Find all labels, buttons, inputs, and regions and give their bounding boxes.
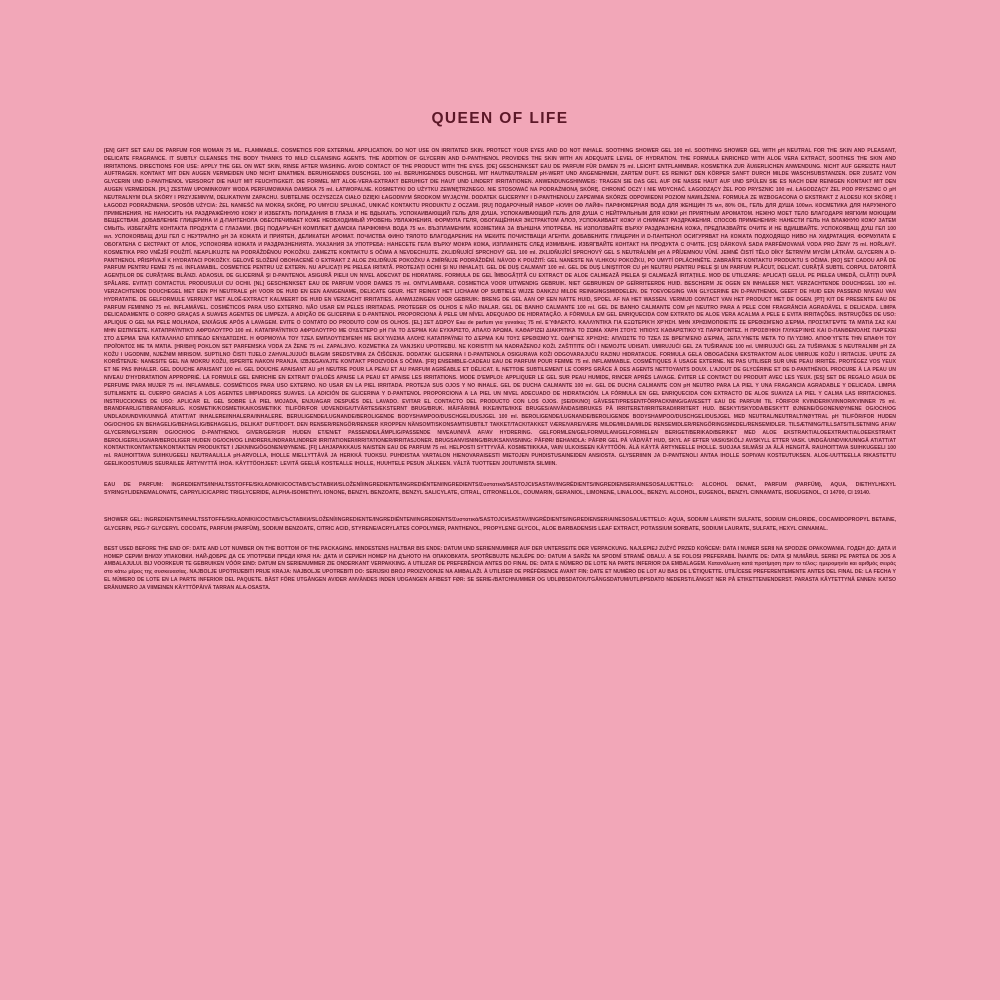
eau-de-parfum-ingredients-text: ALCOHOL DENAT., PARFUM (PARFÜM), AQUA, DIETHYLHEXYL SYRINGYLIDENEMALONATE, CAPRYLIC/CAPRIC TRIGLYCERIDE, ALPHA-ISOMETHYL IONONE, BENZYL BENZOATE, BENZYL SALICYLATE, CITRAL, CITRONELLOL, COUMARIN, GERANIOL, LIMONENE, LINALOOL, BENZYL ALCOHOL, EUGENOL, BENZYL CINNAMATE, ISOEUGENOL, CI 14700, CI 19140. <box>104 481 896 497</box>
eau-de-parfum-ingredients <box>104 481 896 497</box>
eau-de-parfum-ingredients-heading: EAU DE PARFUM: INGREDIENTS/INHALTSSTOFFE/SKŁADNIKI/СОСТАВ/СЪСТАВКИ/SLOŽENÍ/INGREDIENTE/INGREDIËNTEN/INGREDIENTS/Συστατικά/SASTOJCI/SASTAV/INGRÉDIENTS/INGREDIENSER/AINESOSALUETTELO: <box>104 481 694 488</box>
shower-gel-ingredients <box>104 516 896 532</box>
page-title: QUEEN OF LIFE <box>431 110 569 127</box>
shower-gel-ingredients-text: AQUA, SODIUM LAURETH SULFATE, SODIUM CHLORIDE, COCAMIDOPROPYL BETAINE, GLYCERIN, PEG-7 GLYCERYL COCOATE, PARFUM (PARFÜM), SODIUM BENZOATE, CITRIC ACID, STYRENE/ACRYLATES COPOLYMER, PANTHENOL, PROPYLENE GLYCOL, ALOE BARBADENSIS LEAF EXTRACT, POTASSIUM SORBATE, SODIUM LAURATE, SULFATE, HEXYL CINNAMAL. <box>104 517 897 532</box>
description-paragraph: [EN] GIFT SET EAU DE PARFUM FOR WOMAN 75 ML. FLAMMABLE. COSMETICS FOR EXTERNAL APPLICATION. DO NOT USE ON IRRITATED SKIN. PROTECT YOUR EYES AND DO NOT INHALE. SOOTHING SHOWER GEL 100 ml. SOOTHING SHOWER GEL WITH pH NEUTRAL FOR THE SKIN AND PLEASANT, DELICATE FRAGRANCE. IT SUBTLY CLEANSES THE BODY THANKS TO MILD CLEANSING AGENTS. THE ADDITION OF GLYCERIN AND D-PANTHENOL PROVIDES THE SKIN WITH AN ADEQUATE LEVEL OF HYDRATION. THE FORMULA ENRICHED WITH ALOE VERA EXTRACT, SOOTHES THE SKIN AND IRRITATIONS. DIRECTIONS FOR USE: APPLY THE GEL ON WET SKIN, RINSE AFTER WASHING. AVOID CONTACT OF THE PRODUCT WITH THE EYES. [DE] GESCHENKSET EAU DE PARFUM FÜR DAMEN 75 ml. LEICHT ENTFLAMMBAR. KOSMETIKA ZUR ÄUßERLICHEN ANWENDUNG. NICHT AUF GEREIZTE HAUT AUFTRAGEN. KONTAKT MIT DEN AUGEN VERMEIDEN UND NICHT EINATMEN. BERUHIGENDES DUSCHGEL 100 ml. BERUHIGENDES DUSCHGEL MIT HAUTNEUTRALEM pH-WERT UND ANGENEHMEM, ZARTEM DUFT. ES REINIGT DEN KÖRPER SANFT DURCH MILDE WASCHSUBSTANZEN. DER ZUSATZ VON GLYCERIN UND D-PANTHENOL VERSORGT DIE HAUT MIT FEUCHTIGKEIT. DIE FORMEL MIT ALOE-VERA-EXTRAKT BERUHIGT DIE HAUT UND LINDERT IRRITATIONEN. ANWENDUNGSHINWEIS: TRAGEN SIE DAS GEL AUF DIE NASSE HAUT AUF UND SPÜLEN SIE ES NACH DEM REINIGEN KONTAKT MIT DEN AUGEN VERMEIDEN. [PL] ZESTAW UPOMINKOWY WODA PERFUMOWANA DAMSKA 75 ml. ŁATWOPALNE. KOSMETYKI DO UŻYTKU ZEWNĘTRZNEGO. NIE STOSOWAĆ NA PODRAŻNIONĄ SKÓRĘ. CHRONIĆ OCZY I NIE WDYCHAĆ. ŁAGODZĄCY ŻEL POD PRYSZNIC 100 ml. ŁAGODZĄCY ŻEL POD PRYSZNIC O pH NEUTRALNYM DLA SKÓRY I PRZYJEMNYM, DELIKATNYM ZAPACHU. SUBTELNIE OCZYSZCZA CIAŁO DZIĘKI ŁAGODNYM ŚRODKOM MYJĄCYM. DODATEK GLICERYNY I D-PANTHENOLU ZAPEWNIA SKÓRZE ODPOWIEDNI POZIOM NAWILŻENIA. FORMUŁA ZE WZBOGACONA O EKSTRAKT Z ALOESU KOI SKÓRĘ I ŁAGODZI PODRAŻNIENIA. SPOSÓB UŻYCIA: ŻEL NANIEŚĆ NA MOKRĄ SKÓRĘ, PO UMYCIU SPŁUKAĆ, UNIKAĆ KONTAKTU PRODUKTU Z OCZAMI. [RU] ПОДАРОЧНЫЙ НАБОР «КУИН ОФ ЛАЙФ» ПАРФЮМЕРНАЯ ВОДА ДЛЯ ЖЕНЩИН 75 мл, 80% OIL, ГЕЛЬ ДЛЯ ДУША 100мл. КОСМЕТИКА ДЛЯ НАРУЖНОГО ПРИМЕНЕНИЯ. НЕ НАНОСИТЬ НА РАЗДРАЖЁННУЮ КОЖУ И ИЗБЕГАТЬ ПОПАДАНИЯ В ГЛАЗА И НЕ ВДЫХАТЬ. УСПОКАИВАЮЩИЙ ГЕЛЬ ДЛЯ ДУША. УСПОКАИВАЮЩИЙ ГЕЛЬ ДЛЯ ДУША С НЕЙТРАЛЬНЫМ ДЛЯ КОЖИ pH ПРИЯТНЫМ АРОМАТОМ. НЕЖНО МОЕТ ТЕЛО БЛАГОДАРЯ МЯГКИМ МОЮЩИМ ВЕЩЕСТВАМ. ДОБАВЛЕНИЕ ГЛИЦЕРИНА И Д-ПАНТЕНОЛА ОБЕСПЕЧИВАЕТ КОЖЕ НЕОБХОДИМЫЙ УРОВЕНЬ УВЛАЖНЕНИЯ. ФОРМУЛА ГЕЛЯ, ОБОГАЩЁННАЯ ЭКСТРАКТОМ АЛОЭ, УСПОКАИВАЕТ КОЖУ И СНИМАЕТ РАЗДРАЖЕНИЯ. СПОСОБ ПРИМЕНЕНИЯ: НАНЕСТИ ГЕЛЬ НА ВЛАЖНУЮ КОЖУ ЗАТЕМ СМЫТЬ. ИЗБЕГАЙТЕ КОНТАКТА ПРОДУКТА С ГЛАЗАМИ. [BG] ПОДАРЪЧЕН КОМПЛЕКТ ДАМСКА ПАРФЮМНА ВОДА 75 мл. ВЪЗПЛАМЕНИМ. КОЗМЕТИКА ЗА ВЪНШНА УПОТРЕБА. НЕ ИЗПОЛЗВАЙТЕ ВЪРХУ РАЗДРАЗНЕНА КОЖА, ПРЕДПАЗВАЙТЕ ОЧИТЕ И НЕ ВДИШВАЙТЕ. УСПОКОЯВАЩ ДУШ ГЕЛ 100 мл. УСПОКОЯВАЩ ДУШ ГЕЛ С НЕУТРАЛНО pH ЗА КОЖАТА И ПРИЯТЕН, ДЕЛИКАТЕН АРОМАТ. ПОЧИСТВА ФИНО ТЯЛОТО БЛАГОДАРЕНИЕ НА МЕКИТЕ ПОЧИСТВАЩИ АГЕНТИ. ДОБАВЕНИТЕ ГЛИЦЕРИН И D-ПАНТЕНОЛ ОСИГУРЯВАТ НА КОЖАТА ПОДХОДЯЩО НИВО НА ХИДРАТАЦИЯ. ФОРМУЛАТА Е ОБОГАТЕНА С ЕКСТРАКТ ОТ АЛОЕ, УСПОКОЯВА КОЖАТА И РАЗДРАЗНЕНИЯТА. УКАЗАНИЯ ЗА УПОТРЕБА: НАНЕСЕТЕ ГЕЛА ВЪРХУ МОКРА КОЖА, ИЗПЛАКНЕТЕ СЛЕД ИЗМИВАНЕ. ИЗБЯГВАЙТЕ КОНТАКТ НА ПРОДУКТА С ОЧИТЕ. [CS] DÁRKOVÁ SADA PARFÉMOVANÁ VODA PRO ŽENY 75 ml. HOŘLAVÝ. KOSMETIKA PRO VNĚJŠÍ POUŽITÍ. NEAPLIKUJTE NA PODRÁŽDĚNOU POKOŽKU. ZAMEZTE KONTAKTU S OČIMA A NEVDECHUJTE. ZKLIDŇUJÍCÍ SPRCHOVÝ GEL 100 ml. ZKLIDŇUJÍCÍ SPRCHOVÝ GEL S NEUTRÁLNÍM pH A PŘÍJEMNOU VŮNÍ. JEMNĚ ČISTÍ TĚLO DÍKY ŠETRNÝM MYCÍM LÁTKÁM. GLYCERIN A D-PANTHENOL PŘISPÍVAJÍ K HYDRATACI POKOŽKY. GELOVÉ SLOŽENÍ OBOHACENÉ O EXTRAKT Z ALOE ZKLIDŇUJE POKOŽKU A ZMÍRŇUJE PODRÁŽDĚNÍ. NÁVOD K POUŽITÍ: GEL NANESTE NA VLHKOU POKOŽKU, PO UMYTÍ OPLÁCHNĚTE. ZABRAŇTE KONTAKTU PRODUKTU S OČIMA. [RO] SET CADOU APĂ DE PARFUM PENTRU FEMEI 75 ml. INFLAMABIL. COSMETICE PENTRU UZ EXTERN. NU APLICAȚI PE PIELEA IRITATĂ. PROTEJAȚI OCHII ȘI NU INHALAȚI. GEL DE DUȘ CALMANT 100 ml. GEL DE DUȘ LINIȘTITOR CU pH NEUTRU PENTRU PIELE ȘI UN PARFUM PLĂCUT, DELICAT. CURĂȚĂ SUBTIL CORPUL DATORITĂ AGENȚILOR DE CURĂȚARE BLÂNZI. ADAOSUL DE GLICERINĂ ȘI D-PANTENOL ASIGURĂ PIELII UN NIVEL ADECVAT DE HIDRATARE. FORMULA DE GEL ÎMBOGĂȚITĂ CU EXTRACT DE ALOE CALMEAZĂ PIELEA ȘI CALMEAZĂ IRITAȚIILE. MOD DE UTILIZARE: APLICAȚI GELUL PE PIELEA UMEDĂ, CLĂTIȚI DUPĂ SPĂLARE. EVITAȚI CONTACTUL PRODUSULUI CU OCHII. [NL] GESCHENKSET EAU DE PARFUM VOOR DAMES 75 ml. ONTVLAMBAAR. COSMETICA VOOR UITWENDIG GEBRUIK. NIET GEBRUIKEN OP GEÏRRITEERDE HUID. BESCHERM JE OGEN EN INHALEER NIET. VERZACHTENDE DOUCHEGEL 100 ml. VERZACHTENDE DOUCHEGEL MET EEN PH NEUTRALE pH VOOR DE HUID EN EEN AANGENAME, DELICATE GEUR. HET REINIGT HET LICHAAM OP SUBTIELE WIJZE DANKZIJ MILDE REINIGINGSMIDDELEN. DE TOEVOEGING VAN GLYCERINE EN D-PANTHENOL GEEFT DE HUID EEN PASSEND NIVEAU VAN HYDRATATIE. DE GELFORMULE VERRIJKT MET ALOË-EXTRACT KALMEERT DE HUID EN VERZACHT IRRITATIES. AANWIJZINGEN VOOR GEBRUIK: BRENG DE GEL AAN OP EEN NATTE HUID, SPOEL AF NA HET WASSEN. VERMIJD CONTACT VAN HET PRODUCT MET DE OGEN. [PT] KIT DE PRESENTE EAU DE PARFUM FEMININO 75 ml. INFLAMÁVEL. COSMÉTICOS PARA USO EXTERNO. NÃO USAR EM PELES IRRITADAS. PROTEGER OS OLHOS E NÃO INALAR. GEL DE BANHO CALMANTE 100 ml. GEL DE BANHO CALMANTE COM pH NEUTRO PARA A PELE COM FRAGRÂNCIA AGRADÁVEL E DELICADA. LIMPA DELICADAMENTE O CORPO GRAÇAS A SUAVES AGENTES DE LIMPEZA. A ADIÇÃO DE GLICERINA E D-PANTENOL PROPORCIONA À PELE UM NÍVEL ADEQUADO DE HIDRATAÇÃO. A FÓRMULA EM GEL ENRIQUECIDA COM EXTRATO DE ALOE VERA ACALMA A PELE E EVITA IRRITAÇÕES. INSTRUÇÕES DE USO: APLIQUE O GEL NA PELE MOLHADA, ENXÁGUE APÓS A LAVAGEM. EVITE O CONTATO DO PRODUTO COM OS OLHOS. [EL] ΣΕΤ ΔΏΡΟΥ Eau de parfum για γυναίκες 75 ml. ΕΎΦΛΕΚΤΟ. ΚΑΛΛΥΝΤΙΚΆ ΓΙΑ ΕΞΩΤΕΡΙΚΉ ΧΡΉΣΗ. ΜΗΝ ΧΡΗΣΙΜΟΠΟΙΕΊΤΕ ΣΕ ΕΡΕΘΙΣΜΈΝΟ ΔΈΡΜΑ. ΠΡΟΣΤΑΤΈΨΤΕ ΤΑ ΜΆΤΙΑ ΣΑΣ ΚΑΙ ΜΗΝ ΕΙΣΠΝΈΕΤΕ. ΚΑΤΑΠΡΑΫΝΤΙΚΌ ΑΦΡΌΛΟΥΤΡΟ 100 ml. ΚΑΤΑΠΡΑΫΝΤΙΚΌ ΑΦΡΌΛΟΥΤΡΟ ΜΕ ΟΥΔΈΤΕΡΟ pH ΓΙΑ ΤΟ ΔΈΡΜΑ ΚΑΙ ΕΥΧΆΡΙΣΤΟ, ΑΠΑΛΌ ΆΡΩΜΑ. ΚΑΘΑΡΊΖΕΙ ΔΙΑΚΡΙΤΙΚΆ ΤΟ ΣΏΜΑ ΧΆΡΗ ΣΤΟΥΣ ΉΠΙΟΥΣ ΚΑΘΑΡΙΣΤΙΚΟΎΣ ΠΑΡΆΓΟΝΤΕΣ. Η ΠΡΟΣΘΉΚΗ ΓΛΥΚΕΡΊΝΗΣ ΚΑΙ D-ΠΑΝΘΕΝΌΛΗΣ ΠΑΡΈΧΕΙ ΣΤΟ ΔΈΡΜΑ ΈΝΑ ΚΑΤΆΛΛΗΛΟ ΕΠΊΠΕΔΟ ΕΝΥΔΆΤΩΣΗΣ. Η ΦΌΡΜΟΥΛΑ ΤΟΥ ΤΖΕΛ ΕΜΠΛΟΥΤΙΣΜΈΝΗ ΜΕ ΕΚΧΎΛΙΣΜΑ ΑΛΌΗΣ ΚΑΤΑΠΡΑΫΝΕΙ ΤΟ ΔΈΡΜΑ ΚΑΙ ΤΟΥΣ ΕΡΕΘΙΣΜΟΎΣ. ΟΔΗΓΊΕΣ ΧΡΉΣΗΣ: ΑΠΛΏΣΤΕ ΤΟ ΤΖΕΛ ΣΕ ΒΡΕΓΜΈΝΟ ΔΈΡΜΑ, ΞΕΠΛΎΝΕΤΕ ΜΕΤΆ ΤΟ ΠΛΎΣΙΜΟ. ΑΠΟΦΎΓΕΤΕ ΤΗΝ ΕΠΑΦΉ ΤΟΥ ΠΡΟΪΌΝΤΟΣ ΜΕ ΤΑ ΜΆΤΙΑ. [HR/BiH] POKLON SET PARFEMSKA VODA ZA ŽENE 75 ml. ZAPALJIVO. KOZMETIKA ZA VANJSKU UPOTREBU. NE KORISTITI NA NADRAŽENOJ KOŽI. ZAŠTITITE OČI I NEMOJTE UDISATI. UMIRUJUĆI GEL ZA TUŠIRANJE 100 ml. UMIRUJUĆI GEL ZA TUŠIRANJE S NEUTRALNIM pH ZA KOŽU I UGODNIM, NJEŽNIM MIRISOM. SUPTILNO ČISTI TIJELO ZAHVALJUJUĆI BLAGIM SREDSTVIMA ZA ČIŠĆENJE. DODATAK GLICERINA I D-PANTENOLA OSIGURAVA KOŽI ODGOVARAJUĆU RAZINU HIDRATACIJE. FORMULA GELA OBOGAĆENA EKSTRAKTOM ALOE UMIRUJE KOŽU I IRITACIJE. UPUTE ZA KORIŠTENJE: NANESITE GEL NA MOKRU KOŽU, ISPERITE NAKON PRANJA. IZBJEGAVAJTE KONTAKT PROIZVODA S OČIMA. [FR] ENSEMBLE-CADEAU EAU DE PARFUM POUR FEMME 75 ml. INFLAMMABLE. COSMÉTIQUES À USAGE EXTERNE. NE PAS UTILISER SUR UNE PEAU IRRITÉE. PROTÉGEZ VOS YEUX ET NE PAS INHALER. GEL DOUCHE APAISANT 100 ml. GEL DOUCHE APAISANT AU pH NEUTRE POUR LA PEAU ET AU PARFUM AGRÉABLE ET DÉLICAT. IL NETTOIE SUBTILEMENT LE CORPS GRÂCE À DES AGENTS NETTOYANTS DOUX. L'AJOUT DE GLYCÉRINE ET DE D-PANTHÉNOL PROCURE À LA PEAU UN NIVEAU D'HYDRATATION APPROPRIÉ. LA FORMULE GEL ENRICHIE EN EXTRAIT D'ALOÈS APAISE LA PEAU ET APAISE LES IRRITATIONS. MODE D'EMPLOI: APPLIQUER LE GEL SUR PEAU HUMIDE, RINCER APRÈS LAVAGE. ÉVITER LE CONTACT DU PRODUIT AVEC LES YEUX. [ES] SET DE REGALO AGUA DE PERFUME PARA MUJER 75 ml. INFLAMABLE. COSMÉTICOS PARA USO EXTERNO. NO USAR EN LA PIEL IRRITADA. PROTEJA SUS OJOS Y NO INHALE. GEL DE DUCHA CALMANTE 100 ml. GEL DE DUCHA CALMANTE CON pH NEUTRO PARA LA PIEL Y UNA FRAGANCIA AGRADABLE Y DELICADA. LIMPIA SUTILMENTE EL CUERPO GRACIAS A LOS AGENTES LIMPIADORES SUAVES. LA ADICIÓN DE GLICERINA Y D-PANTENOL PROPORCIONA A LA PIEL UN NIVEL ADECUADO DE HIDRATACIÓN. LA FÓRMULA EN GEL ENRIQUECIDA CON EXTRACTO DE ALOE SUAVIZA LA PIEL Y CALMA LAS IRRITACIONES. INSTRUCCIONES DE USO: APLICAR EL GEL SOBRE LA PIEL MOJADA, ENJUAGAR DESPUÉS DEL LAVADO. EVITAR EL CONTACTO DEL PRODUCTO CON LOS OJOS. [SE/DK/NO] GÅVESET/PRESENTFÖRPACKNING/GAVESETT EAU DE PARFUM TIL FÖR/FOR KVINDER/KVINNOR/KVINNER 75 ml. BRANDFARLIGT/BRANDFARLIG. KOSMETIK/KOSMETIKA/KOSMETIKK TIL/FÖR/FOR UDVENDIG/UTVÄRTES/EKSTERNT BRUG/BRUK. MÅ/FÅR/IMÅ IKKE/INTE/IKKE BRUGES/ANVÄNDAS/BRUKES PÅ IRRITERET/IRRITERAD/IRRITERT HUD. BESKYT/SKYDDA/BESKYTT ØJNENE/ÖGONEN/ØYNENE OG/OCH/OG UNDLAD/UNDVIK/UNNGÅ AT/ATT/AT INHALERE/INHALERA/INHALERE. BERULIGENDE/LUGNANDE/BEROLIGENDE BODYSHAMPOO/DUSCHGEL/DUSJGEL 100 ml. BEROLIGENDE/LUGNANDE/BEROLIGENDE BODYSHAMPOO/DUSCHGEL/DUSJGEL MED NEUTRAL/NEUTRALT/NØYTRAL pH TIL/FÖR/FOR HUDEN OG/OCH/OG EN BEHAGELIG/BEHAGLIG/BEHAGELIG, DELIKAT DUFT/DOFT. DEN RENSER/RENGÖR/RENSER KROPPEN NÄNSOMT/SKONSAMT/SUBTILT TAKKET/TACK/TAKKET VÆRE/VARE/VÆRE MILDE/MILDA/MILDE RENSEMIDLER/RENGÖRINGSMEDEL/RENSEMIDLER. TILSÆTNING/TILLSATS/TILSETNING AF/AV GLYCERIN/GLYSERIN OG/OCH/OG D-PANTHENOL GIVER/GER/GIR HUDEN ET/EN/ET PASSENDE/LÄMPLIG/PASSENDE NIVEAU/NIVÅ AF/AV HYDRERING. GELFORMLEN/GELFORMULAN/GELFORMELEN BERIGET/BERIKAD/BERIKET MED ALOE EKSTRAKT/ALOEEXTRAKT/ALOEEKSTRAKT BEROLIGER/LUGNAR/BEROLIGER HUDEN OG/OCH/OG LINDRER/LINDRAR/LINDRER IRRITATIONER/IRRITATIONER/IRRITASJONER. BRUGSANVISNING/BRUKSANVISNING: PÅFØR/ BEHANDLA: PÅFØR GEL PÅ VÅD/VÅT HUD, SKYL AF EFTER VASK/SKÖLJ AV/SKYLL ETTER VASK. UNDGÅ/UNDVIK/UNNGÅ AT/ATT/AT KONTAKT/KONTAKTEN/KONTAKTEN PRODUKTET I JEKNING/ÖGONEN/ØYNENE. [FI] LAHJAPAKKAUS NAISTEN EAU DE PARFUM 75 ml. HELPOSTI SYTTYVÄÄ. KOSMETIIKKAA, VAIN ULKOISEEN KÄYTTÖÖN. ÄLÄ KÄYTÄ ÄRTYNEELLE IHOLLE. SUOJAA SILMÄSI JA ÄLÄ HENGITÄ. RAUHOITTAVA SUIHKUGEELI 100 ml. RAUHOITTAVA SUIHKUGEELI NEUTRAALILLA pH-ARVOLLA, IHOLLE MIELLYTTÄVÄ JA HERKKÄ TUOKSU. PUHDISTAA VARTALON HIENOVARAISESTI MIETOJEN PUHDISTUSAINEIDEN ANSIOSTA. GLYSERIININ JA D-PANTENOLI ANTAA IHOLLE SOPIVAN KOSTEUTUKSEN. ALOE-UUTTEELLA RIKASTETTU GEELIKOOSTUMUS SEURAILEE ÄRTYNYTTÄ IHOA. KÄYTTÖOHJEET: LEVITÄ GEELIÄ KOSTEALLE IHOLLE, HUUHTELE PESUN JÄLKEEN. VÄLTÄ TUOTTEEN JOUTUMISTA SILMIIN. <box>104 148 896 468</box>
best-before-paragraph: BEST USED BEFORE THE END OF: DATE AND LOT NUMBER ON THE BOTTOM OF THE PACKAGING. MINDESTENS HALTBAR BIS ENDE: DATUM UND SERIENNUMMER AUF DER UNTERSEITE DER VERPACKUNG. NAJLEPIEJ ZUŻYĆ PRZED KOŃCEM: DATA I NUMER SERII NA SPODZIE OPAKOWANIA. ГОДЕН ДО: ДАТА И НОМЕР СЕРИИ ВНИЗУ УПАКОВКИ. НАЙ-ДОБРЕ ДА СЕ УПОТРЕБИ ПРЕДИ КРАЯ НА: ДАТА И СЕРИЕН НОМЕР НА ДЪНОТО НА ОПАКОВКАТА. SPOTŘEBUJTE NEJLÉPE DO: DATUM A SARŽE NA SPODNÍ STRANĚ OBALU. A SE FOLOSI PREFERABIL ÎNAINTE DE: DATA ȘI NUMĂRUL SERIEI PE PARTEA DE JOS A AMBALAJULUI. BIJ VOORKEUR TE GEBRUIKEN VÓÓR EIND: DATUM EN SERIENUMMER ZIE ONDERKANT VERPAKKING. A UTILIZAR DE PREFERÊNCIA ANTES DO FINAL DE: DATA E NÚMERO DE LOTE NA PARTE INFERIOR DA EMBALAGEM. Κατανάλωση κατά προτίμηση πριν το τέλος: ημερομηνία και αριθμός σειράς στο κάτω μέρος της συσκευασίας. NAJBOLJE UPOTRIJEBITI PRIJE KRAJA: NAJBOLJE UPOTREBITI DO: SERIJSKI BROJ PROIZVODNJE NA AMBALAŽI. À UTILISER DE PRÉFÉRENCE AVANT FIN: DATE ET NUMÉRO DE LOT AU BAS DE L'ÉTIQUETTE. UTILÍCESE PREFERENTEMENTE ANTES DEL FINAL DE: LA FECHA Y EL NÚMERO DE LOTE EN LA PARTE INFERIOR DEL PAQUETE. BÄST FÖRE UTGÅNGEN AV/DER ANVÄNDES INDEN UDGANGEN AF/BEST FØR: SE SERIE-/BATCHNUMMER OG UDLØBSDATO/UTGÅNGSDATUM/UTLØPSDATO NEDERST/LÄNGST NER PÅ ETIKETTEN/ENDERST. PARASTA KÄYTETTYNÄ ENNEN: KATSO ERÄNUMERO JA VIIMEINEN KÄYTTÖPÄIVÄ TARRAN ALA-OSASTA. <box>104 545 896 591</box>
shower-gel-ingredients-heading: SHOWER GEL: INGREDIENTS/INHALTSSTOFFE/SKŁADNIKI/СОСТАВ/СЪСТАВКИ/SLOŽENÍ/INGREDIENTE/INGREDIËNTEN/INGREDIENTS/Συστατικά/SASTOJCI/SASTAV/INGRÉDIENTS/INGREDIENSER/AINESOSALUETTELO: <box>104 517 667 524</box>
best-before-notice <box>104 546 896 593</box>
multilingual-description <box>104 148 896 469</box>
label-content <box>104 110 896 870</box>
ingredients-divider <box>104 497 896 504</box>
